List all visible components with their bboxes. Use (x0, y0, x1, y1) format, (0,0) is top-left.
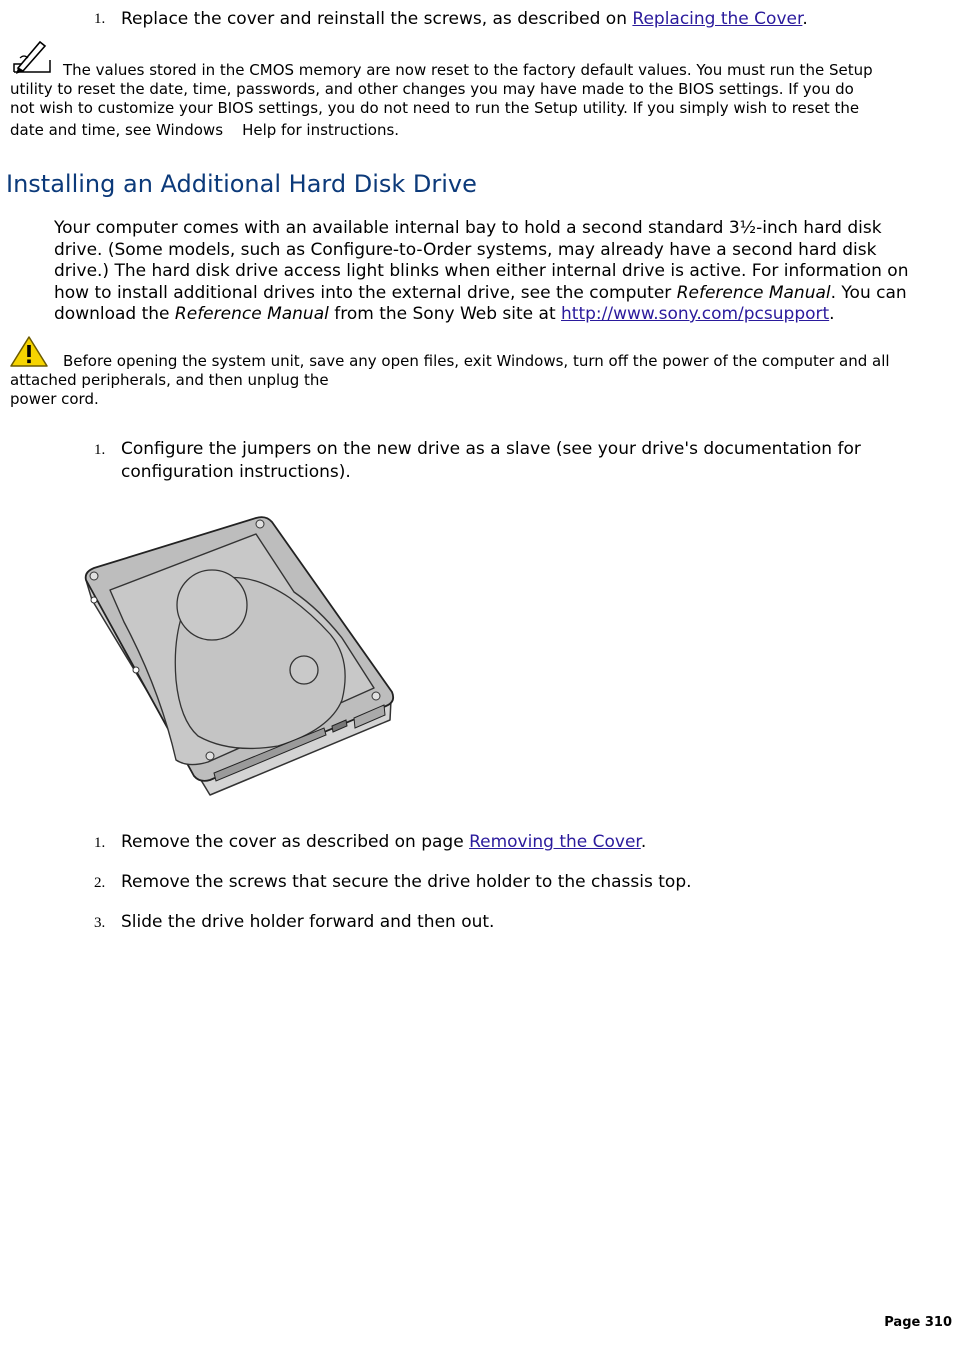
section-heading: Installing an Additional Hard Disk Drive (6, 170, 477, 198)
intro-line: Your computer comes with an available internal bay to hold a second standard 3½-inch hard disk (54, 218, 882, 238)
intro-text: . You can (830, 283, 907, 303)
list-number: 1. (94, 835, 106, 851)
list-number: 1. (94, 11, 106, 27)
intro-line (54, 283, 907, 305)
step-text-end: . (802, 9, 808, 29)
intro-line: drive.) The hard disk drive access light blinks when either internal drive is active. For information on (54, 261, 909, 281)
step-text-body: Replace the cover and reinstall the screws, as described on (121, 9, 633, 29)
intro-text: how to install additional drives into the external drive, see the computer (54, 283, 677, 303)
caution-line: Before opening the system unit, save any open files, exit Windows, turn off the power of the computer and all (63, 352, 890, 370)
step-text-body: Remove the cover as described on page (121, 832, 470, 852)
hard-disk-drive-illustration (80, 510, 400, 805)
step-text: Slide the drive holder forward and then out. (121, 912, 495, 932)
intro-line: drive. (Some models, such as Configure-to-Order systems, may already have a second hard disk (54, 240, 877, 260)
list-number: 2. (94, 875, 106, 891)
intro-text: download the (54, 304, 175, 324)
step-text: Configure the jumpers on the new drive as a slave (see your drive's documentation for (121, 439, 861, 459)
reference-manual-title: Reference Manual (174, 304, 329, 324)
replacing-the-cover-link[interactable]: Replacing the Cover (632, 9, 803, 29)
step-text: Remove the screws that secure the drive holder to the chassis top. (121, 872, 692, 892)
intro-text: from the Sony Web site at (328, 304, 562, 324)
step-text (121, 9, 808, 31)
sony-support-link[interactable]: http://www.sony.com/pcsupport (561, 304, 830, 324)
page-number: Page 310 (884, 1315, 952, 1330)
caution-line: power cord. (10, 390, 99, 408)
step-text: configuration instructions). (121, 462, 351, 482)
note-line: not wish to customize your BIOS settings, you do not need to run the Setup utility. If you simply wish to reset the (10, 99, 860, 117)
note-line: The values stored in the CMOS memory are now reset to the factory default values. You must run the Setup (63, 61, 873, 79)
reference-manual-title: Reference Manual (676, 283, 831, 303)
intro-line (54, 304, 835, 326)
warning-icon (9, 335, 49, 368)
note-line: date and time, see Windows Help for instructions. (10, 121, 400, 139)
list-number: 3. (94, 915, 106, 931)
note-line: utility to reset the date, time, passwords, and other changes you may have made to the BIOS settings. If you do (10, 80, 854, 98)
intro-text: . (829, 304, 835, 324)
removing-the-cover-link[interactable]: Removing the Cover (469, 832, 641, 852)
note-pencil-icon (10, 38, 56, 76)
list-number: 1. (94, 442, 106, 458)
step-text (121, 832, 646, 854)
step-text-end: . (640, 832, 647, 852)
caution-line: attached peripherals, and then unplug the (10, 371, 329, 389)
